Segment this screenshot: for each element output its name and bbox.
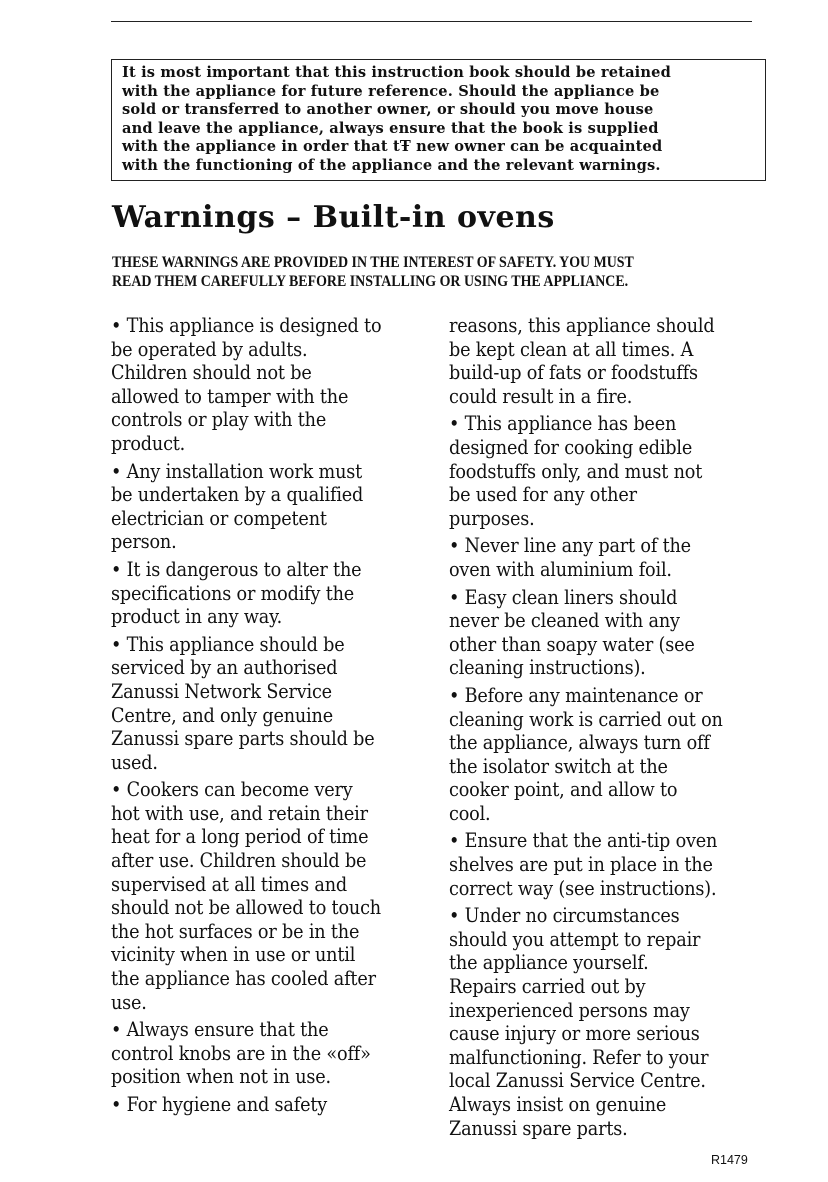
warning-line: • Cookers can become very xyxy=(111,778,353,802)
warning-line: Children should not be xyxy=(111,361,312,385)
warning-line: Zanussi spare parts should be xyxy=(111,727,375,751)
warning-line: cleaning work is carried out on xyxy=(449,707,723,731)
left-column xyxy=(111,314,441,1117)
safety-lead-line: READ THEM CAREFULLY BEFORE INSTALLING OR USING THE APPLIANCE. xyxy=(112,272,629,290)
warning-paragraph xyxy=(111,1018,441,1089)
warning-line: use. xyxy=(111,990,147,1014)
warning-line: other than soapy water (see xyxy=(449,632,695,656)
page-title: Warnings – Built-in ovens xyxy=(112,200,555,235)
warning-line: never be cleaned with any xyxy=(449,609,680,633)
warning-line: • It is dangerous to alter the xyxy=(111,557,362,581)
warning-paragraph xyxy=(111,314,441,456)
warning-line: • This appliance is designed to xyxy=(111,314,382,337)
warning-paragraph xyxy=(111,778,441,1014)
warning-line: • Before any maintenance or xyxy=(449,683,703,707)
warning-line: used. xyxy=(111,750,158,774)
warning-line: Always insist on genuine xyxy=(449,1093,667,1116)
warning-line: • This appliance should be xyxy=(111,632,345,656)
warning-line: heat for a long period of time xyxy=(111,825,369,849)
warning-line: • Ensure that the anti-tip oven xyxy=(449,829,718,853)
warning-line: local Zanussi Service Centre. xyxy=(449,1069,706,1093)
warning-line: • Any installation work must xyxy=(111,459,363,483)
warning-line: foodstuffs only, and must not xyxy=(449,459,703,483)
warning-line: oven with aluminium foil. xyxy=(449,557,672,581)
warning-line: • Never line any part of the xyxy=(449,534,691,558)
warning-line: controls or play with the xyxy=(111,408,327,432)
warning-line: the appliance yourself. xyxy=(449,951,649,975)
warning-paragraph xyxy=(111,460,441,554)
notice-line: with the appliance in order that tŦ new owner can be acquainted xyxy=(122,138,663,156)
warning-line: hot with use, and retain their xyxy=(111,801,368,825)
reference-code: R1479 xyxy=(711,1153,748,1167)
warning-line: • Under no circumstances xyxy=(449,904,680,928)
warning-paragraph xyxy=(449,904,779,1140)
warning-line: specifications or modify the xyxy=(111,581,355,605)
warning-line: reasons, this appliance should xyxy=(449,314,715,337)
warning-line: malfunctioning. Refer to your xyxy=(449,1045,709,1069)
notice-line: with the appliance for future reference. Should the appliance be xyxy=(122,82,660,100)
warning-line: • This appliance has been xyxy=(449,412,677,436)
notice-line: and leave the appliance, always ensure that the book is supplied xyxy=(122,119,659,137)
warning-line: the appliance, always turn off xyxy=(449,731,710,755)
top-rule xyxy=(111,21,752,22)
warning-paragraph xyxy=(111,633,441,775)
warning-line: should not be allowed to touch xyxy=(111,896,381,920)
warning-line: correct way (see instructions). xyxy=(449,876,717,900)
warning-line: be undertaken by a qualified xyxy=(111,483,364,507)
warning-line: allowed to tamper with the xyxy=(111,384,349,408)
warning-line: after use. Children should be xyxy=(111,849,367,873)
right-column xyxy=(449,314,779,1140)
safety-lead xyxy=(112,253,772,291)
warning-line: product. xyxy=(111,431,186,455)
warning-line: control knobs are in the «off» xyxy=(111,1041,371,1065)
warning-line: the hot surfaces or be in the xyxy=(111,919,360,943)
notice-box xyxy=(111,59,766,181)
warning-line: be operated by adults. xyxy=(111,337,308,361)
warning-paragraph xyxy=(449,684,779,826)
warning-paragraph xyxy=(449,314,779,408)
warning-paragraph xyxy=(111,558,441,629)
warning-line: Zanussi Network Service xyxy=(111,679,332,703)
warning-line: cool. xyxy=(449,801,491,825)
warning-line: shelves are put in place in the xyxy=(449,853,713,877)
warning-line: • Easy clean liners should xyxy=(449,585,678,609)
warning-line: be kept clean at all times. A xyxy=(449,337,694,361)
warning-line: the appliance has cooled after xyxy=(111,967,376,991)
warning-paragraph xyxy=(449,829,779,900)
warning-line: • For hygiene and safety xyxy=(111,1093,328,1116)
warning-line: inexperienced persons may xyxy=(449,998,690,1022)
warning-paragraph xyxy=(111,1093,441,1117)
warning-line: person. xyxy=(111,530,177,554)
warning-line: purposes. xyxy=(449,506,535,530)
safety-lead-line: THESE WARNINGS ARE PROVIDED IN THE INTEREST OF SAFETY. YOU MUST xyxy=(112,253,634,271)
warning-line: electrician or competent xyxy=(111,506,327,530)
warning-line: could result in a fire. xyxy=(449,384,633,408)
notice-line: with the functioning of the appliance and the relevant warnings. xyxy=(122,156,661,174)
warning-line: cleaning instructions). xyxy=(449,656,646,680)
warning-line: Zanussi spare parts. xyxy=(449,1116,628,1140)
warning-line: serviced by an authorised xyxy=(111,656,338,680)
warning-paragraph xyxy=(449,586,779,680)
warning-line: cooker point, and allow to xyxy=(449,778,678,802)
warning-line: position when not in use. xyxy=(111,1065,331,1089)
warning-line: cause injury or more serious xyxy=(449,1022,700,1046)
warning-line: build-up of fats or foodstuffs xyxy=(449,361,698,385)
warning-line: be used for any other xyxy=(449,483,637,507)
notice-line: sold or transferred to another owner, or should you move house xyxy=(122,101,654,119)
warning-line: product in any way. xyxy=(111,605,283,629)
warning-line: • Always ensure that the xyxy=(111,1018,329,1042)
warning-line: designed for cooking edible xyxy=(449,435,693,459)
warning-paragraph xyxy=(449,534,779,581)
warning-line: the isolator switch at the xyxy=(449,754,668,778)
warning-line: supervised at all times and xyxy=(111,872,347,896)
notice-line: It is most important that this instruction book should be retained xyxy=(122,64,671,81)
warning-line: should you attempt to repair xyxy=(449,927,701,951)
warning-line: Repairs carried out by xyxy=(449,975,646,999)
warning-line: vicinity when in use or until xyxy=(111,943,356,967)
warning-paragraph xyxy=(449,412,779,530)
warning-line: Centre, and only genuine xyxy=(111,703,333,727)
